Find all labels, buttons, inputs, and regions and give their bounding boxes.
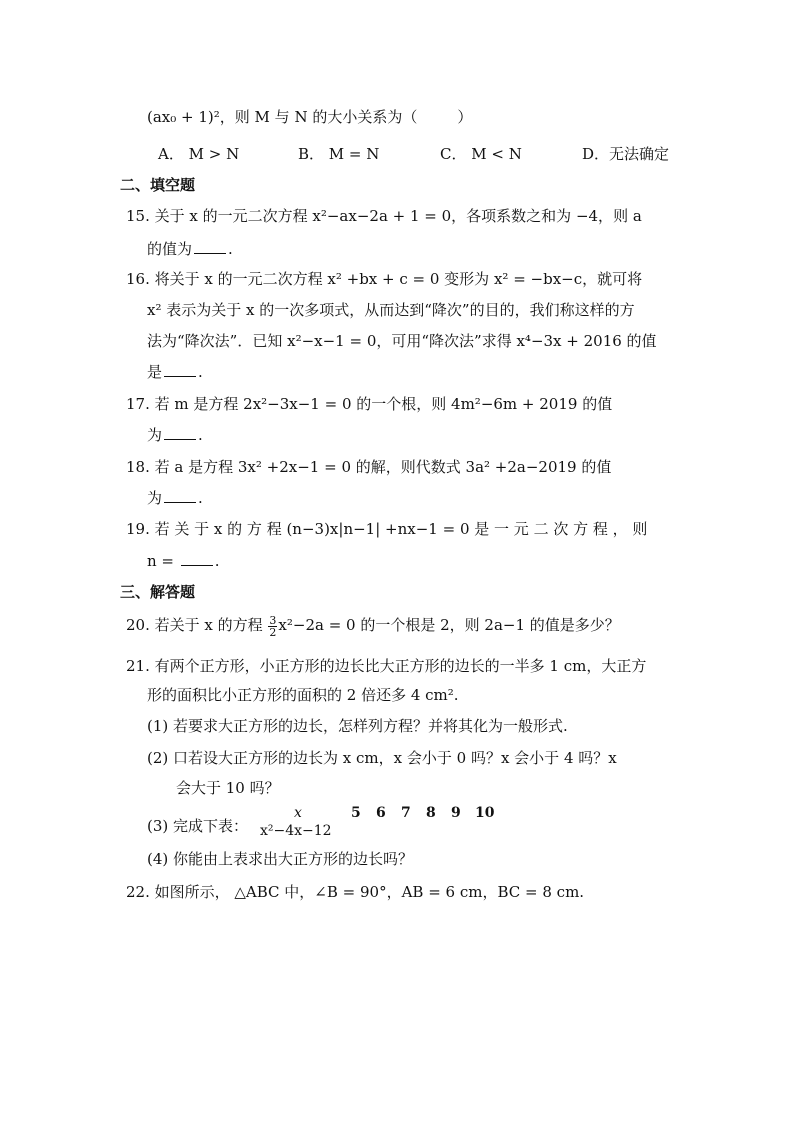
q14-tail-line (147, 106, 472, 128)
option-d: D．无法确定 (582, 145, 670, 163)
option-b: B． M = N (298, 145, 380, 163)
table-value: 9 (451, 805, 461, 821)
q20-pre: 20. 若关于 x 的方程 (126, 616, 263, 634)
q21-part3: (3) 完成下表： (147, 817, 249, 835)
fraction (268, 615, 277, 638)
answer-blank (164, 425, 196, 440)
answer-blank (194, 239, 226, 254)
q15-end: . (228, 240, 233, 258)
q16-line4-text: 是 (147, 363, 163, 381)
q21-line1: 21. 有两个正方形，小正方形的边长比大正方形的边长的一半多 1 cm，大正方 (126, 657, 647, 675)
q17-end: . (198, 426, 203, 444)
q19-line2-text: n = (147, 552, 174, 570)
q17-line2-text: 为 (147, 426, 163, 444)
q15-line2 (147, 238, 233, 260)
q16-line4 (147, 361, 203, 383)
answer-blank (181, 551, 213, 566)
q15-line1: 15. 关于 x 的一元二次方程 x²−ax−2a + 1 = 0，各项系数之和为 −4，则 a (126, 207, 642, 225)
q19-line2 (147, 550, 220, 572)
q16-end: . (198, 363, 203, 381)
table-value: 5 (351, 805, 361, 821)
q21-part2-line2: 会大于 10 吗？ (176, 779, 280, 797)
table-expr-header: x²−4x−12 (260, 823, 332, 839)
q19-end: . (214, 552, 220, 570)
option-a: A． M > N (158, 145, 240, 163)
q18-line2-text: 为 (147, 489, 163, 507)
q14-tail-text: (ax₀ + 1)²，则 M 与 N 的大小关系为（ (147, 108, 418, 126)
q18-end: . (198, 489, 203, 507)
q19-line1: 19. 若 关 于 x 的 方 程 (n−3)x|n−1| +nx−1 = 0 是 一 元 二 次 方 程 ， 则 (126, 520, 648, 538)
q21-part2-line1: (2) 口若设大正方形的边长为 x cm，x 会小于 0 吗？x 会小于 4 吗？x (147, 749, 617, 767)
table-value: 8 (426, 805, 436, 821)
answer-blank (164, 362, 196, 377)
table-value: 10 (475, 805, 495, 821)
q15-line2-text: 的值为 (147, 240, 193, 258)
q16-line1: 16. 将关于 x 的一元二次方程 x² +bx + c = 0 变形为 x² = −bx−c，就可将 (126, 270, 643, 288)
frac-den: 2 (269, 625, 277, 639)
q22-line1: 22. 如图所示， △ABC 中，∠B = 90°，AB = 6 cm，BC = 8 cm. (126, 883, 585, 901)
q20-post: x²−2a = 0 的一个根是 2，则 2a−1 的值是多少？ (278, 616, 620, 634)
q17-line2 (147, 424, 203, 446)
q21-part1: (1) 若要求大正方形的边长，怎样列方程？并将其化为一般形式. (147, 717, 568, 735)
q17-line1: 17. 若 m 是方程 2x²−3x−1 = 0 的一个根，则 4m²−6m + 2019 的值 (126, 395, 613, 413)
option-c: C． M < N (440, 145, 522, 163)
q20-line (126, 614, 620, 638)
frac-num: 3 (269, 613, 277, 627)
q21-line2: 形的面积比小正方形的面积的 2 倍还多 4 cm². (147, 686, 459, 704)
answer-blank (164, 488, 196, 503)
q21-part4: (4) 你能由上表求出大正方形的边长吗？ (147, 850, 414, 868)
q16-line3: 法为“降次法”．已知 x²−x−1 = 0，可用“降次法”求得 x⁴−3x + 2016 的值 (147, 332, 657, 350)
q18-line1: 18. 若 a 是方程 3x² +2x−1 = 0 的解，则代数式 3a² +2a−2019 的值 (126, 458, 612, 476)
section2-title: 二、填空题 (120, 176, 196, 194)
section3-title: 三、解答题 (120, 583, 196, 601)
table-value: 7 (401, 805, 411, 821)
q16-line2: x² 表示为关于 x 的一次多项式，从而达到“降次”的目的，我们称这样的方 (147, 301, 635, 319)
q14-close: ） (457, 108, 473, 126)
table-value: 6 (376, 805, 386, 821)
q18-line2 (147, 487, 203, 509)
table-x-header: x (294, 805, 302, 821)
